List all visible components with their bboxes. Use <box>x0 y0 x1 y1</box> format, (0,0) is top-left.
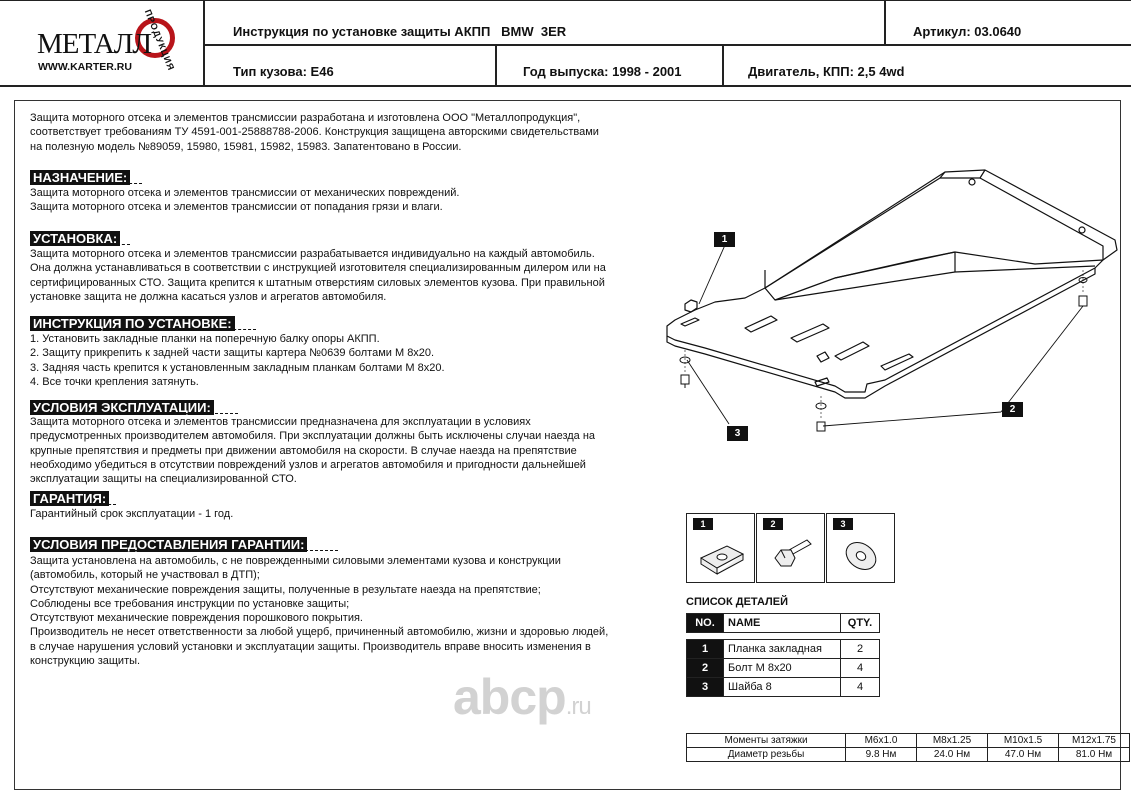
install-text <box>30 247 656 304</box>
torque-value: 24.0 Нм <box>917 748 988 762</box>
intro-text <box>30 111 656 154</box>
table-header-row <box>687 614 880 633</box>
purpose-text <box>30 186 656 215</box>
purpose-line: Защита моторного отсека и элементов трансмиссии от попадания грязи и влаги. <box>30 201 443 214</box>
warranty-terms-heading: УСЛОВИЯ ПРЕДОСТАВЛЕНИЯ ГАРАНТИИ: <box>30 537 307 552</box>
part-number: 2 <box>687 659 724 678</box>
torque-table <box>686 733 1130 762</box>
callout-label: 1 <box>714 232 735 247</box>
warranty-term-line: конструкцию защиты. <box>30 655 141 668</box>
logo-word: МЕТАЛЛ <box>37 28 152 60</box>
warranty-term-line: в случае нарушения условий установки и эксплуатации защиты. Производитель вправе вносить изменения в <box>30 640 591 653</box>
divider <box>30 183 142 184</box>
watermark-suffix: .ru <box>565 693 591 720</box>
thread-size: M6x1.0 <box>846 734 917 748</box>
instruction-step: 3. Задняя часть крепится к установленным закладным планкам болтами М 8х20. <box>30 361 445 374</box>
install-line: Защита моторного отсека и элементов трансмиссии разрабатывается индивидуально на каждый автомобиль. <box>30 248 595 260</box>
table-row <box>687 748 1130 762</box>
article-number: Артикул: 03.0640 <box>913 24 1022 39</box>
column-header: QTY. <box>841 614 880 633</box>
divider <box>30 413 238 414</box>
watermark <box>453 668 591 726</box>
callout-label: 2 <box>1002 402 1023 417</box>
operation-line: предусмотренных производителем автомобиля. При эксплуатации должны быть исключены случаи наезда на <box>30 430 596 443</box>
purpose-heading: НАЗНАЧЕНИЕ: <box>30 170 130 185</box>
callout-label: 3 <box>727 426 748 441</box>
warranty-terms-text <box>30 554 656 668</box>
document-title: Инструкция по установке защиты АКПП BMW 3ER <box>233 24 567 39</box>
header <box>0 0 1131 86</box>
divider <box>30 244 130 245</box>
install-line: установке защита не должна касаться узлов и агрегатов автомобиля. <box>30 290 387 303</box>
operation-line: эксплуатации защиты на специализированной СТО. <box>30 473 297 486</box>
warranty-term-line: Отсутствуют механические повреждения защиты, полученные в результате наезда на препятствие; <box>30 583 541 596</box>
warranty-term-line: Соблюдены все требования инструкции по установке защиты; <box>30 597 350 610</box>
watermark-main: abcp <box>453 669 566 725</box>
warranty-text <box>30 507 656 521</box>
logo-url: WWW.KARTER.RU <box>38 61 132 73</box>
install-line: Она должна устанавливаться в соответствии с инструкцией изготовителя специализированным дилером или на <box>30 262 606 275</box>
table-row <box>687 640 880 659</box>
part-number: 1 <box>687 640 724 659</box>
warranty-term-line: Защита установлена на автомобиль, с не поврежденными силовыми элементами кузова и конструкции <box>30 555 561 567</box>
instruction-step: 4. Все точки крепления затянуть. <box>30 375 199 388</box>
part-name: Планка закладная <box>724 640 841 659</box>
operation-line: необходимо убедиться в отсутствии повреждений узлов и агрегатов автомобиля и пригодности дальнейшей <box>30 458 586 471</box>
operation-line: крупные препятствия и предметы при движении автомобиля на скорости. В случае наезда на препятствие <box>30 444 577 457</box>
row-label: Моменты затяжки <box>687 734 846 748</box>
intro-line: Защита моторного отсека и элементов трансмиссии разработана и изготовлена ООО "Металлопродукция", <box>30 112 581 124</box>
table-row <box>687 678 880 697</box>
part-name: Болт М 8х20 <box>724 659 841 678</box>
divider <box>30 329 256 330</box>
instruction-step: 2. Защиту прикрепить к задней части защиты картера №0639 болтами М 8х20. <box>30 347 435 360</box>
row-label: Диаметр резьбы <box>687 748 846 762</box>
part-qty: 2 <box>841 640 880 659</box>
production-years: Год выпуска: 1998 - 2001 <box>523 64 682 79</box>
torque-value: 81.0 Нм <box>1059 748 1130 762</box>
part-icon-number: 2 <box>763 518 783 530</box>
mounting-plate-icon <box>697 532 747 578</box>
table-row <box>687 734 1130 748</box>
body-type: Тип кузова: E46 <box>233 64 334 79</box>
torque-value: 47.0 Нм <box>988 748 1059 762</box>
table-row <box>687 659 880 678</box>
intro-line: соответствует требованиям ТУ 4591-001-25888788-2006. Конструкция защищена авторскими свидетельствами <box>30 126 599 139</box>
torque-value: 9.8 Нм <box>846 748 917 762</box>
operation-heading: УСЛОВИЯ ЭКСПЛУАТАЦИИ: <box>30 400 214 415</box>
parts-icons <box>686 513 896 583</box>
warranty-term-line: Производитель не несет ответственности за любой ущерб, причиненный автомобилю, жизни и здоровью людей, <box>30 626 609 639</box>
company-logo <box>0 0 203 85</box>
column-header: NO. <box>687 614 724 633</box>
part-icon-cell <box>686 513 755 583</box>
thread-size: M8x1.25 <box>917 734 988 748</box>
engine-gearbox: Двигатель, КПП: 2,5 4wd <box>748 64 905 79</box>
warranty-term-line: Отсутствуют механические повреждения порошкового покрытия. <box>30 612 363 625</box>
install-line: сертифицированных СТО. Защита крепится к штатным отверстиям силовых элементов кузова. При правильной <box>30 276 605 289</box>
spacer <box>687 633 880 640</box>
instructions-text <box>30 332 656 389</box>
part-icon-number: 1 <box>693 518 713 530</box>
warranty-term-line: (автомобиль, который не участвовал в ДТП); <box>30 569 260 582</box>
divider <box>30 550 338 551</box>
thread-size: M10x1.5 <box>988 734 1059 748</box>
operation-text <box>30 415 656 486</box>
part-qty: 4 <box>841 659 880 678</box>
part-qty: 4 <box>841 678 880 697</box>
purpose-line: Защита моторного отсека и элементов трансмиссии от механических повреждений. <box>30 187 460 199</box>
warranty-line: Гарантийный срок эксплуатации - 1 год. <box>30 508 234 520</box>
parts-list-title: СПИСОК ДЕТАЛЕЙ <box>686 596 788 608</box>
bolt-icon <box>767 532 817 578</box>
part-name: Шайба 8 <box>724 678 841 697</box>
install-heading: УСТАНОВКА: <box>30 231 120 246</box>
part-icon-cell <box>826 513 895 583</box>
thread-size: M12x1.75 <box>1059 734 1130 748</box>
part-icon-number: 3 <box>833 518 853 530</box>
parts-table <box>686 613 880 697</box>
divider <box>30 504 116 505</box>
intro-line: на полезную модель №89059, 15980, 15981, 15982, 15983. Запатентовано в России. <box>30 140 462 153</box>
instruction-step: 1. Установить закладные планки на поперечную балку опоры АКПП. <box>30 333 380 345</box>
washer-icon <box>837 530 887 580</box>
instructions-heading: ИНСТРУКЦИЯ ПО УСТАНОВКЕ: <box>30 316 235 331</box>
part-number: 3 <box>687 678 724 697</box>
part-icon-cell <box>756 513 825 583</box>
column-header: NAME <box>724 614 841 633</box>
skid-plate-diagram <box>655 160 1125 450</box>
logo-arc-text: ПРОДУКЦИЯ <box>142 8 177 73</box>
warranty-heading: ГАРАНТИЯ: <box>30 491 109 506</box>
operation-line: Защита моторного отсека и элементов трансмиссии предназначена для эксплуатации в условиях <box>30 416 531 428</box>
